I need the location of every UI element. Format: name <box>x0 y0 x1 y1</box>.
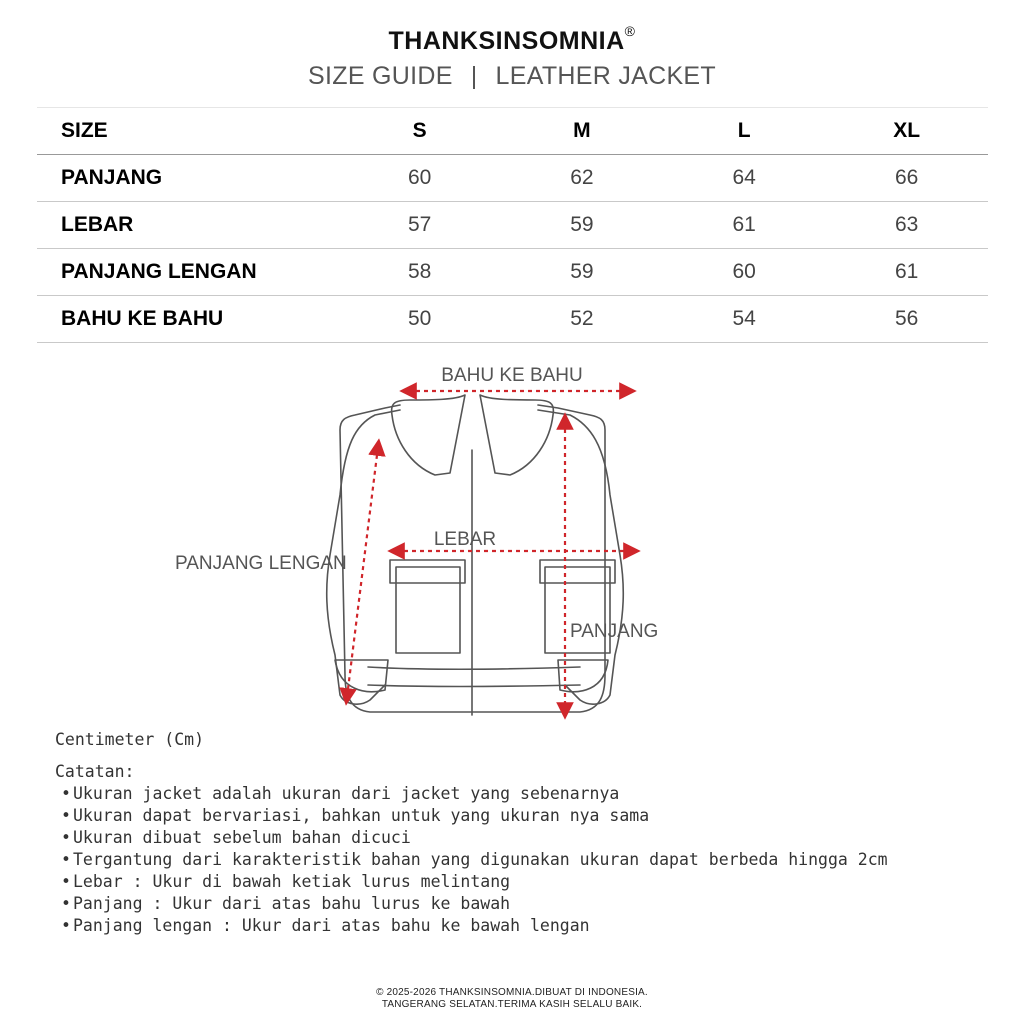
left-cuff <box>335 660 388 692</box>
size-table <box>37 107 988 343</box>
footer-line-2: TANGERANG SELATAN.TERIMA KASIH SELALU BAIK. <box>381 999 643 1010</box>
table-row-panjang <box>37 155 988 202</box>
list-item <box>61 849 888 871</box>
note-text: Lebar : Ukur di bawah ketiak lurus melintang <box>73 872 511 891</box>
brand-title <box>0 23 1024 56</box>
cell-value: 54 <box>663 296 825 343</box>
list-item <box>61 893 888 915</box>
column-header-s: S <box>338 108 500 155</box>
label-panjang: PANJANG <box>570 621 659 642</box>
measurement-arrows <box>347 391 632 711</box>
list-item <box>61 827 888 849</box>
row-label: PANJANG <box>37 155 338 202</box>
bullet-icon: • <box>61 850 71 869</box>
note-text: Panjang : Ukur dari atas bahu lurus ke bawah <box>73 894 511 913</box>
table-row-panjang-lengan <box>37 249 988 296</box>
bullet-icon: • <box>61 872 71 891</box>
page-subtitle <box>0 62 1024 91</box>
cell-value: 56 <box>825 296 988 343</box>
list-item <box>61 871 888 893</box>
label-panjang-lengan: PANJANG LENGAN <box>175 553 347 574</box>
footer <box>0 987 1024 1011</box>
note-text: Panjang lengan : Ukur dari atas bahu ke bawah lengan <box>73 916 590 935</box>
list-item <box>61 805 888 827</box>
bullet-icon: • <box>61 916 71 935</box>
cell-value: 60 <box>338 155 500 202</box>
jacket-measurement-diagram <box>160 355 720 725</box>
cell-value: 64 <box>663 155 825 202</box>
subtitle-separator: | <box>470 62 478 90</box>
note-text: Ukuran dibuat sebelum bahan dicuci <box>73 828 411 847</box>
column-header-m: M <box>501 108 663 155</box>
subtitle-size-guide: SIZE GUIDE <box>308 62 453 90</box>
bullet-icon: • <box>61 894 71 913</box>
collar-right <box>480 395 553 475</box>
column-header-l: L <box>663 108 825 155</box>
cell-value: 61 <box>663 202 825 249</box>
footer-line-1: © 2025-2026 THANKSINSOMNIA.DIBUAT DI INDONESIA. <box>376 987 648 998</box>
cell-value: 52 <box>501 296 663 343</box>
cell-value: 58 <box>338 249 500 296</box>
brand-name: THANKSINSOMNIA <box>388 27 625 55</box>
bullet-icon: • <box>61 784 71 803</box>
subtitle-product: LEATHER JACKET <box>495 62 716 90</box>
row-label: PANJANG LENGAN <box>37 249 338 296</box>
column-header-size: SIZE <box>37 108 338 155</box>
cell-value: 66 <box>825 155 988 202</box>
notes-heading: Catatan: <box>55 762 135 781</box>
cell-value: 63 <box>825 202 988 249</box>
jacket-outline <box>327 395 624 715</box>
registered-mark: ® <box>624 23 636 39</box>
label-bahu-ke-bahu: BAHU KE BAHU <box>441 365 583 386</box>
cell-value: 59 <box>501 202 663 249</box>
table-row-bahu-ke-bahu <box>37 296 988 343</box>
cell-value: 60 <box>663 249 825 296</box>
notes-list <box>55 783 888 937</box>
cell-value: 61 <box>825 249 988 296</box>
bullet-icon: • <box>61 828 71 847</box>
row-label: BAHU KE BAHU <box>37 296 338 343</box>
column-header-xl: XL <box>825 108 988 155</box>
waistband <box>368 667 580 687</box>
left-pocket <box>390 560 465 653</box>
notes-section <box>55 729 888 937</box>
label-lebar: LEBAR <box>433 529 497 550</box>
collar-left <box>392 395 465 475</box>
unit-label: Centimeter (Cm) <box>55 730 205 749</box>
table-row-lebar <box>37 202 988 249</box>
cell-value: 62 <box>501 155 663 202</box>
cell-value: 59 <box>501 249 663 296</box>
note-text: Ukuran dapat bervariasi, bahkan untuk yang ukuran nya sama <box>73 806 650 825</box>
note-text: Ukuran jacket adalah ukuran dari jacket yang sebenarnya <box>73 784 620 803</box>
note-text: Tergantung dari karakteristik bahan yang digunakan ukuran dapat berbeda hingga 2cm <box>73 850 888 869</box>
cell-value: 50 <box>338 296 500 343</box>
bullet-icon: • <box>61 806 71 825</box>
list-item <box>61 783 888 805</box>
cell-value: 57 <box>338 202 500 249</box>
list-item <box>61 915 888 937</box>
size-table-header-row <box>37 108 988 155</box>
row-label: LEBAR <box>37 202 338 249</box>
